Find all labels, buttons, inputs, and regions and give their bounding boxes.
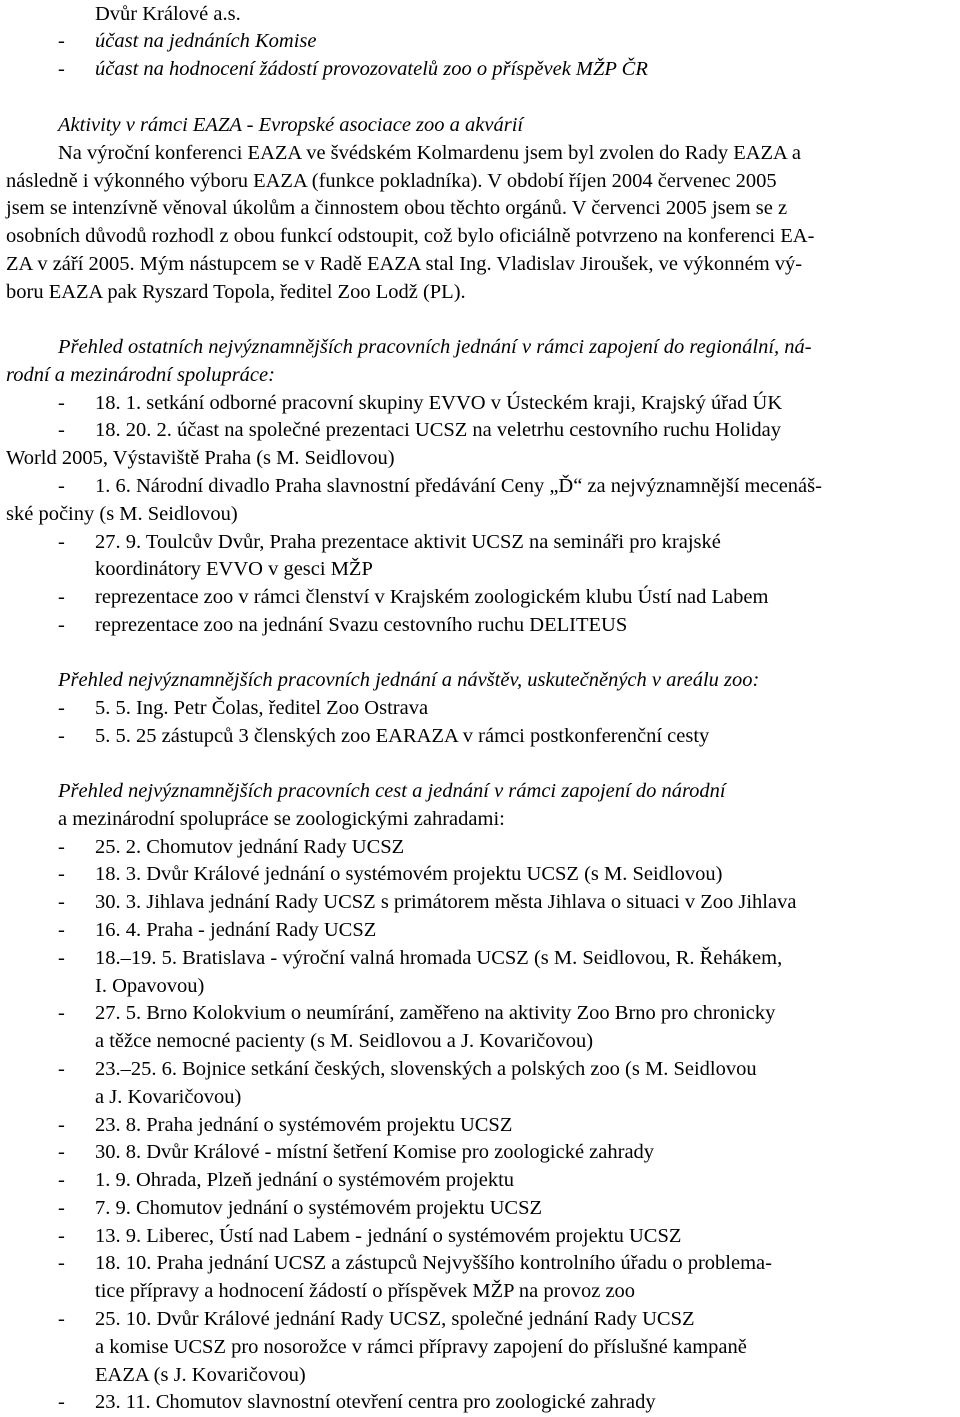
line-text: tice přípravy a hodnocení žádostí o příspěvek MŽP na provoz zoo	[95, 1280, 636, 1302]
list-dash: -	[58, 919, 65, 941]
line-text: 27. 5. Brno Kolokvium o neumírání, zaměřeno na aktivity Zoo Brno pro chronicky	[95, 1002, 776, 1024]
list-dash: -	[58, 1114, 65, 1136]
text-line: World 2005, Výstaviště Praha (s M. Seidlovou)	[6, 447, 395, 469]
text-line: a mezinárodní spolupráce se zoologickými zahradami:	[58, 808, 505, 830]
section-heading: Přehled nejvýznamnějších pracovních jednání a návštěv, uskutečněných v areálu zoo:	[58, 669, 760, 691]
list-dash: -	[58, 392, 65, 414]
line-text: EAZA (s J. Kovaričovou)	[95, 1364, 306, 1386]
line-text: 25. 2. Chomutov jednání Rady UCSZ	[95, 836, 405, 858]
section-heading: Aktivity v rámci EAZA - Evropské asociace zoo a akvárií	[58, 114, 524, 136]
line-text: 18. 20. 2. účast na společné prezentaci UCSZ na veletrhu cestovního ruchu Holiday	[95, 419, 781, 441]
line-text: koordinátory EVVO v gesci MŽP	[95, 558, 373, 580]
list-dash: -	[58, 586, 65, 608]
line-text: a komise UCSZ pro nosorožce v rámci přípravy zapojení do příslušné kampaně	[95, 1336, 747, 1358]
line-text: 1. 9. Ohrada, Plzeň jednání o systémovém projektu	[95, 1169, 515, 1191]
list-dash: -	[58, 863, 65, 885]
list-dash: -	[58, 891, 65, 913]
text-line: ZA v září 2005. Mým nástupcem se v Radě EAZA stal Ing. Vladislav Jiroušek, ve výkonném vý-	[6, 253, 803, 275]
section-heading: rodní a mezinárodní spolupráce:	[6, 364, 275, 386]
list-dash: -	[58, 1225, 65, 1247]
line-text: 1. 6. Národní divadlo Praha slavnostní předávání Ceny „Ď“ za nejvýznamnější mecenáš-	[95, 475, 822, 497]
list-dash: -	[58, 58, 65, 80]
line-text: 30. 3. Jihlava jednání Rady UCSZ s primátorem města Jihlava o situaci v Zoo Jihlava	[95, 891, 797, 913]
line-text: 5. 5. Ing. Petr Čolas, ředitel Zoo Ostrava	[95, 697, 429, 719]
line-text: Dvůr Králové a.s.	[95, 3, 241, 25]
text-line: Na výroční konferenci EAZA ve švédském Kolmardenu jsem byl zvolen do Rady EAZA a	[58, 142, 801, 164]
line-text: 18. 3. Dvůr Králové jednání o systémovém projektu UCSZ (s M. Seidlovou)	[95, 863, 723, 885]
list-dash: -	[58, 1252, 65, 1274]
list-dash: -	[58, 419, 65, 441]
list-dash: -	[58, 1391, 65, 1413]
text-line: jsem se intenzívně věnoval úkolům a činnostem obou těchto orgánů. V červenci 2005 jsem se z	[6, 197, 788, 219]
line-text: 16. 4. Praha - jednání Rady UCSZ	[95, 919, 377, 941]
list-dash: -	[58, 1169, 65, 1191]
list-dash: -	[58, 725, 65, 747]
line-text: 23. 11. Chomutov slavnostní otevření centra pro zoologické zahrady	[95, 1391, 656, 1413]
section-heading: Přehled ostatních nejvýznamnějších pracovních jednání v rámci zapojení do regionální, ná-	[58, 336, 812, 358]
list-dash: -	[58, 614, 65, 636]
line-text: 18.–19. 5. Bratislava - výroční valná hromada UCSZ (s M. Seidlovou, R. Řehákem,	[95, 947, 783, 969]
line-text: 25. 10. Dvůr Králové jednání Rady UCSZ, společné jednání Rady UCSZ	[95, 1308, 695, 1330]
line-text: reprezentace zoo na jednání Svazu cestovního ruchu DELITEUS	[95, 614, 628, 636]
text-line: následně i výkonného výboru EAZA (funkce pokladníka). V období říjen 2004 červenec 2005	[6, 170, 777, 192]
line-text: 30. 8. Dvůr Králové - místní šetření Komise pro zoologické zahrady	[95, 1141, 655, 1163]
line-text: účast na jednáních Komise	[95, 30, 317, 52]
line-text: a těžce nemocné pacienty (s M. Seidlovou a J. Kovaričovou)	[95, 1030, 594, 1052]
list-dash: -	[58, 947, 65, 969]
line-text: 23.–25. 6. Bojnice setkání českých, slovenských a polských zoo (s M. Seidlovou	[95, 1058, 757, 1080]
line-text: 23. 8. Praha jednání o systémovém projektu UCSZ	[95, 1114, 513, 1136]
list-dash: -	[58, 475, 65, 497]
list-dash: -	[58, 1197, 65, 1219]
line-text: reprezentace zoo v rámci členství v Krajském zoologickém klubu Ústí nad Labem	[95, 586, 769, 608]
line-text: I. Opavovou)	[95, 975, 205, 997]
text-line: boru EAZA pak Ryszard Topola, ředitel Zoo Lodž (PL).	[6, 281, 466, 303]
list-dash: -	[58, 1002, 65, 1024]
line-text: 18. 10. Praha jednání UCSZ a zástupců Nejvyššího kontrolního úřadu o problema-	[95, 1252, 772, 1274]
list-dash: -	[58, 30, 65, 52]
section-heading: Přehled nejvýznamnějších pracovních cest a jednání v rámci zapojení do národní	[58, 780, 726, 802]
text-line: ské počiny (s M. Seidlovou)	[6, 503, 238, 525]
list-dash: -	[58, 1058, 65, 1080]
line-text: účast na hodnocení žádostí provozovatelů zoo o příspěvek MŽP ČR	[95, 58, 648, 80]
line-text: 18. 1. setkání odborné pracovní skupiny EVVO v Ústeckém kraji, Krajský úřad ÚK	[95, 392, 783, 414]
list-dash: -	[58, 697, 65, 719]
list-dash: -	[58, 836, 65, 858]
list-dash: -	[58, 1141, 65, 1163]
list-dash: -	[58, 531, 65, 553]
line-text: 13. 9. Liberec, Ústí nad Labem - jednání o systémovém projektu UCSZ	[95, 1225, 682, 1247]
line-text: 7. 9. Chomutov jednání o systémovém projektu UCSZ	[95, 1197, 542, 1219]
line-text: 5. 5. 25 zástupců 3 členských zoo EARAZA v rámci postkonferenční cesty	[95, 725, 710, 747]
text-line: osobních důvodů rozhodl z obou funkcí odstoupit, což bylo oficiálně potvrzeno na konferenci EA-	[6, 225, 815, 247]
line-text: a J. Kovaričovou)	[95, 1086, 242, 1108]
line-text: 27. 9. Toulcův Dvůr, Praha prezentace aktivit UCSZ na semináři pro krajské	[95, 531, 721, 553]
list-dash: -	[58, 1308, 65, 1330]
